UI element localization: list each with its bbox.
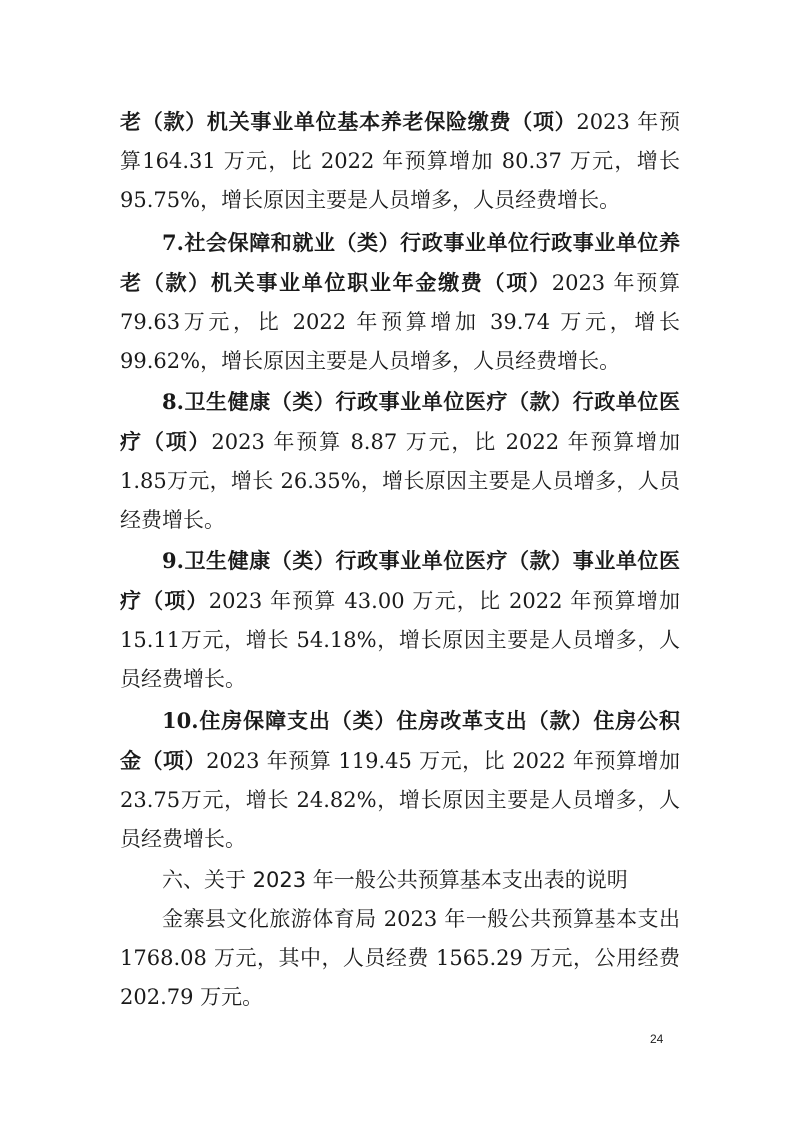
page-number: 24 — [650, 1032, 664, 1046]
closing-paragraph: 金寨县文化旅游体育局 2023 年一般公共预算基本支出1768.08 万元，其中，人员经费 1565.29 万元，公用经费202.79 万元。 — [120, 907, 680, 1009]
paragraph-lead: 7.社会保障和就业（类）行政事业单位行政事业单位养老（款）机关事业单位职业年金缴费（项） — [120, 230, 680, 295]
section-heading: 六、关于 2023 年一般公共预算基本支出表的说明 — [162, 868, 628, 892]
paragraph-item-8 — [120, 382, 680, 540]
paragraph-body: 2023 年预算 43.00 万元，比 2022 年预算增加 15.11万元，增长 54.18%，增长原因主要是人员增多，人员经费增长。 — [120, 589, 681, 691]
paragraph-lead: 8.卫生健康（类）行政事业单位医疗（款）行政单位医疗（项） — [120, 389, 680, 454]
paragraph-body: 2023 年预算 8.87 万元，比 2022 年预算增加 1.85万元，增长 26.35%，增长原因主要是人员增多，人员经费增长。 — [120, 430, 681, 532]
paragraph-lead: 10.住房保障支出（类）住房改革支出（款）住房公积金（项） — [120, 708, 680, 773]
paragraph-body: 2023 年预算164.31 万元，比 2022 年预算增加 80.37 万元，增长 95.75%，增长原因主要是人员增多，人员经费增长。 — [120, 110, 680, 212]
paragraph-body: 2023 年预算 119.45 万元，比 2022 年预算增加 23.75万元，增长 24.82%，增长原因主要是人员增多，人员经费增长。 — [120, 749, 681, 851]
paragraph-pension-contribution — [120, 102, 680, 220]
paragraph-item-7 — [120, 223, 680, 381]
paragraph-lead: 老（款）机关事业单位基本养老保险缴费（项） — [120, 109, 577, 134]
paragraph-lead: 9.卫生健康（类）行政事业单位医疗（款）事业单位医疗（项） — [120, 548, 680, 613]
paragraph-item-10 — [120, 701, 680, 859]
paragraph-item-9 — [120, 541, 680, 699]
paragraph-body: 2023 年预算 79.63万元，比 2022 年预算增加 39.74 万元，增长 99.62%，增长原因主要是人员增多，人员经费增长。 — [120, 271, 681, 373]
